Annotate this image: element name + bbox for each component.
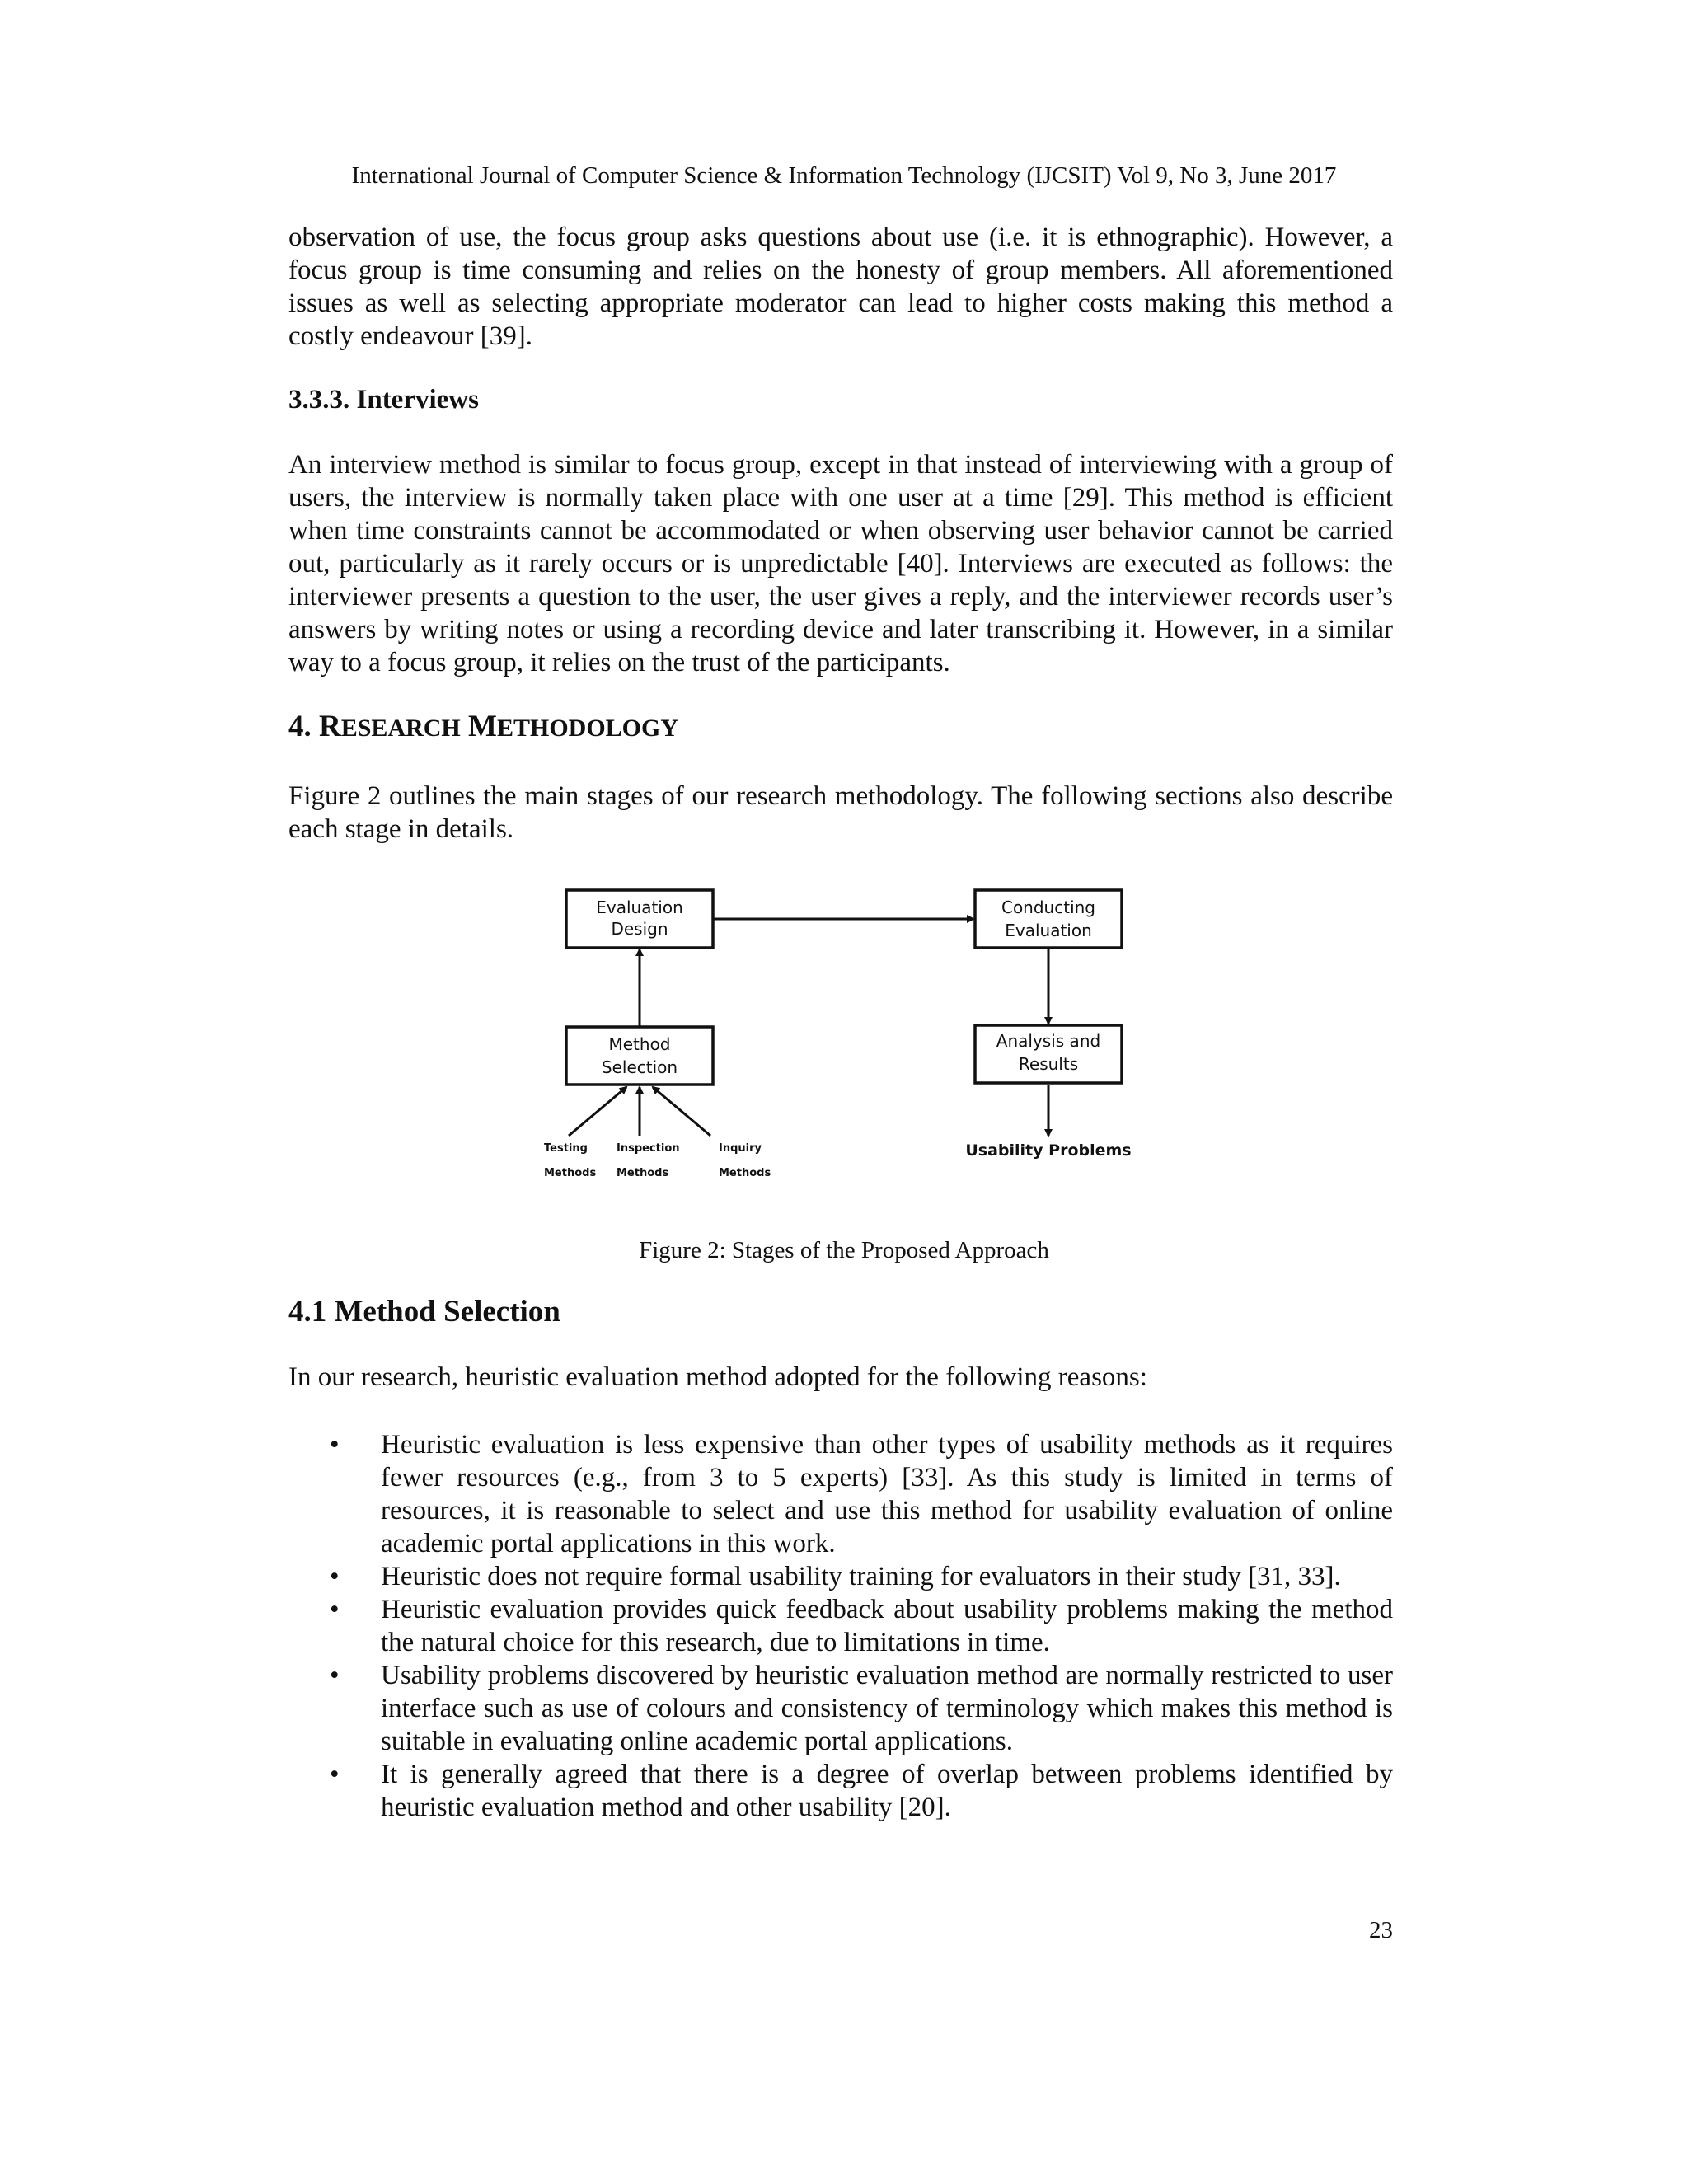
interviews-paragraph-text: An interview method is similar to focus group, except in that instead of interviewing with a group of users, the interview is normally taken place with one user at a time [29]. This method is efficient when time constraints cannot be accommodated or when observing user behavior cannot be carried out, particularly as it rarely occurs or is unpredictable [40]. Interviews are executed as follows: the interviewer presents a question to the user, the user gives a reply, and the interviewer records user’s answers by writing notes or using a recording device and later transcribing it. However, in a similar way to a focus group, it relies on the trust of the participants. <box>288 450 1393 677</box>
analysis-results-line1: Analysis and <box>996 1031 1101 1051</box>
inspection-methods-line1: Inspection <box>617 1142 680 1155</box>
inquiry-methods-line2: Methods <box>719 1167 771 1179</box>
list-item <box>288 1428 1393 1560</box>
arrow-inquiry-to-selection <box>653 1087 710 1136</box>
journal-header: International Journal of Computer Science & Information Technology (IJCSIT) Vol 9, No 3, June 2017 <box>351 162 1337 189</box>
testing-methods-line1: Testing <box>544 1142 588 1155</box>
bullet-mark: • <box>330 1760 340 1789</box>
section-heading-research-methodology <box>288 709 678 747</box>
evaluation-design-line2: Design <box>611 919 668 939</box>
methodology-paragraph <box>288 780 1393 846</box>
title-smallcaps-esearch: ESEARCH <box>340 715 461 742</box>
conducting-evaluation-line2: Evaluation <box>1005 921 1092 940</box>
methodology-paragraph-text: Figure 2 outlines the main stages of our research methodology. The following sections also describe each stage in details. <box>288 781 1393 844</box>
interviews-paragraph <box>288 448 1393 679</box>
bullet-mark: • <box>330 1661 340 1690</box>
bullet-mark: • <box>330 1595 340 1624</box>
list-item <box>288 1593 1393 1659</box>
section-heading-method-selection: 4.1 Method Selection <box>288 1295 560 1329</box>
method-selection-line2: Selection <box>601 1057 678 1077</box>
method-selection-line1: Method <box>608 1034 671 1054</box>
title-cap-r: R <box>319 710 341 743</box>
page-number: 23 <box>1369 1917 1393 1943</box>
section-number: 4. <box>288 710 312 743</box>
list-item <box>288 1560 1393 1593</box>
section-heading-interviews: 3.3.3. Interviews <box>288 385 479 415</box>
figure-caption: Figure 2: Stages of the Proposed Approach <box>639 1237 1049 1263</box>
list-item-text: Heuristic does not require formal usability training for evaluators in their study [31, 33]. <box>381 1562 1341 1591</box>
list-item-text: Usability problems discovered by heuristic evaluation method are normally restricted to user interface such as use of colours and consistency of terminology which makes this method is suitable in evaluating online academic portal applications. <box>381 1661 1393 1756</box>
list-item-text: It is generally agreed that there is a degree of overlap between problems identified by heuristic evaluation method and other usability [20]. <box>381 1760 1393 1822</box>
title-cap-m: M <box>468 710 497 743</box>
evaluation-design-box <box>566 890 713 948</box>
list-item-text: Heuristic evaluation is less expensive than other types of usability methods as it requires fewer resources (e.g., from 3 to 5 experts) [33]. As this study is limited in terms of resources, it is reasonable to select and use this method for usability evaluation of online academic portal applications in this work. <box>381 1430 1393 1558</box>
usability-problems-label: Usability Problems <box>965 1141 1132 1160</box>
arrow-testing-to-selection <box>569 1087 626 1136</box>
reasons-list <box>288 1428 1393 1824</box>
testing-methods-line2: Methods <box>544 1167 597 1179</box>
methodology-diagram <box>528 874 1154 1203</box>
intro-paragraph <box>288 221 1393 353</box>
conducting-evaluation-line1: Conducting <box>1001 898 1096 917</box>
title-smallcaps-ethodology: ETHODOLOGY <box>496 715 679 742</box>
analysis-results-box <box>975 1025 1122 1083</box>
list-item <box>288 1659 1393 1758</box>
list-item <box>288 1758 1393 1824</box>
bullet-mark: • <box>330 1430 340 1460</box>
method-selection-intro-text: In our research, heuristic evaluation method adopted for the following reasons: <box>288 1362 1147 1392</box>
method-selection-box <box>566 1027 713 1085</box>
bullet-mark: • <box>330 1562 340 1591</box>
intro-paragraph-text: observation of use, the focus group asks questions about use (i.e. it is ethnographic). However, a focus group is time consuming and relies on the honesty of group members. All aforementioned issues as well as selecting appropriate moderator can lead to higher costs making this method a costly endeavour [39]. <box>288 223 1393 351</box>
inquiry-methods-line1: Inquiry <box>719 1142 762 1155</box>
evaluation-design-line1: Evaluation <box>596 898 683 917</box>
analysis-results-line2: Results <box>1018 1054 1079 1074</box>
method-selection-intro <box>288 1361 1393 1394</box>
conducting-evaluation-box <box>975 890 1122 948</box>
list-item-text: Heuristic evaluation provides quick feedback about usability problems making the method the natural choice for this research, due to limitations in time. <box>381 1595 1393 1657</box>
inspection-methods-line2: Methods <box>617 1167 669 1179</box>
